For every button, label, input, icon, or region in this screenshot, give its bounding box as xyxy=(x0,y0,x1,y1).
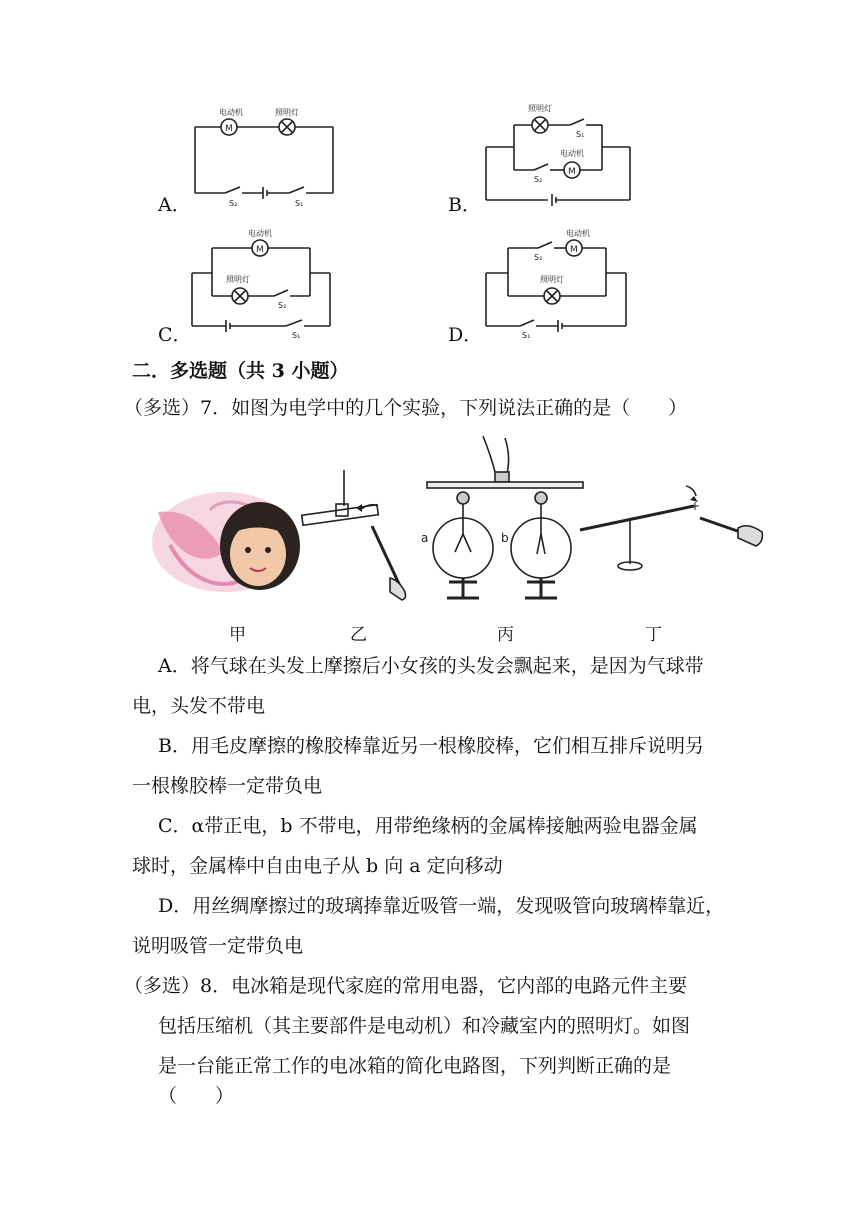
figure-label-bing: 丙 xyxy=(497,625,514,645)
circuit-d-s2-label: S₂ xyxy=(534,253,543,262)
circuit-a-s2-label: S₂ xyxy=(229,199,238,208)
q7-option-d-line1: D．用丝绸摩擦过的玻璃捧靠近吸管一端，发现吸管向玻璃棒靠近， xyxy=(158,895,725,917)
circuit-c-motor-label: 电动机 xyxy=(248,229,272,238)
electroscope-b-label: b xyxy=(501,531,509,545)
q8-line4: （ ） xyxy=(158,1085,235,1107)
figure-jia-balloon-girl xyxy=(150,490,300,600)
circuit-d-s1-label: S₁ xyxy=(522,331,531,340)
figure-label-yi: 乙 xyxy=(350,625,367,645)
circuit-b-s2-label: S₂ xyxy=(534,175,543,184)
svg-text:M: M xyxy=(256,245,264,255)
circuit-a-diagram xyxy=(185,105,355,210)
circuit-a-lamp-label: 照明灯 xyxy=(275,108,299,117)
circuit-a-s1-label: S₁ xyxy=(295,199,304,208)
q7-option-b-line1: B．用毛皮摩擦的橡胶棒靠近另一根橡胶棒，它们相互排斥说明另 xyxy=(158,735,704,757)
q8-line2: 包括压缩机（其主要部件是电动机）和冷藏室内的照明灯。如图 xyxy=(158,1015,691,1037)
circuit-c-label: C． xyxy=(158,324,192,346)
circuit-b-s1-label: S₁ xyxy=(576,130,585,139)
q7-stem: （多选）7．如图为电学中的几个实验，下列说法正确的是（ ） xyxy=(124,397,688,419)
q7-option-c-line1: C．α带正电，b 不带电，用带绝缘柄的金属棒接触两验电器金属 xyxy=(158,815,698,837)
circuit-d-diagram xyxy=(478,228,640,340)
circuit-c-lamp-label: 照明灯 xyxy=(226,275,250,284)
figure-bing-electroscopes xyxy=(415,432,585,602)
electroscope-a-label: a xyxy=(421,531,429,545)
svg-text:M: M xyxy=(225,124,233,134)
q8-line3: 是一台能正常工作的电冰箱的简化电路图，下列判断正确的是 xyxy=(158,1055,672,1077)
circuit-c-s2-label: S₂ xyxy=(278,301,287,310)
q8-line1: （多选）8．电冰箱是现代家庭的常用电器，它内部的电路元件主要 xyxy=(124,975,688,997)
svg-text:M: M xyxy=(570,245,578,255)
section-title: 二．多选题（共 3 小题） xyxy=(132,360,349,382)
circuit-a-label: A． xyxy=(158,194,191,216)
q7-option-c-line2: 球时，金属棒中自由电子从 b 向 a 定向移动 xyxy=(132,855,503,877)
svg-text:M: M xyxy=(568,167,576,177)
circuit-a-motor-label: 电动机 xyxy=(219,108,243,117)
figure-label-jia: 甲 xyxy=(229,625,246,645)
circuit-d-label: D． xyxy=(448,324,483,346)
circuit-d-motor-label: 电动机 xyxy=(566,229,590,238)
q7-option-a-line1: A．将气球在头发上摩擦后小女孩的头发会飘起来，是因为气球带 xyxy=(158,655,704,677)
circuit-c-diagram xyxy=(186,228,346,340)
plus-sign: + xyxy=(690,499,701,513)
circuit-c-s1-label: S₁ xyxy=(292,331,301,340)
circuit-b-diagram xyxy=(478,100,643,210)
q7-option-d-line2: 说明吸管一定带负电 xyxy=(132,935,304,957)
figure-label-ding: 丁 xyxy=(645,625,662,645)
circuit-b-lamp-label: 照明灯 xyxy=(528,104,552,113)
figure-yi-rotating-rod xyxy=(300,466,420,606)
q7-option-a-line2: 电，头发不带电 xyxy=(132,695,266,717)
circuit-b-motor-label: 电动机 xyxy=(560,149,584,158)
circuit-d-lamp-label: 照明灯 xyxy=(540,275,564,284)
circuit-b-label: B． xyxy=(448,194,481,216)
q7-option-b-line2: 一根橡胶棒一定带负电 xyxy=(132,775,323,797)
figure-ding-straw xyxy=(578,472,768,582)
